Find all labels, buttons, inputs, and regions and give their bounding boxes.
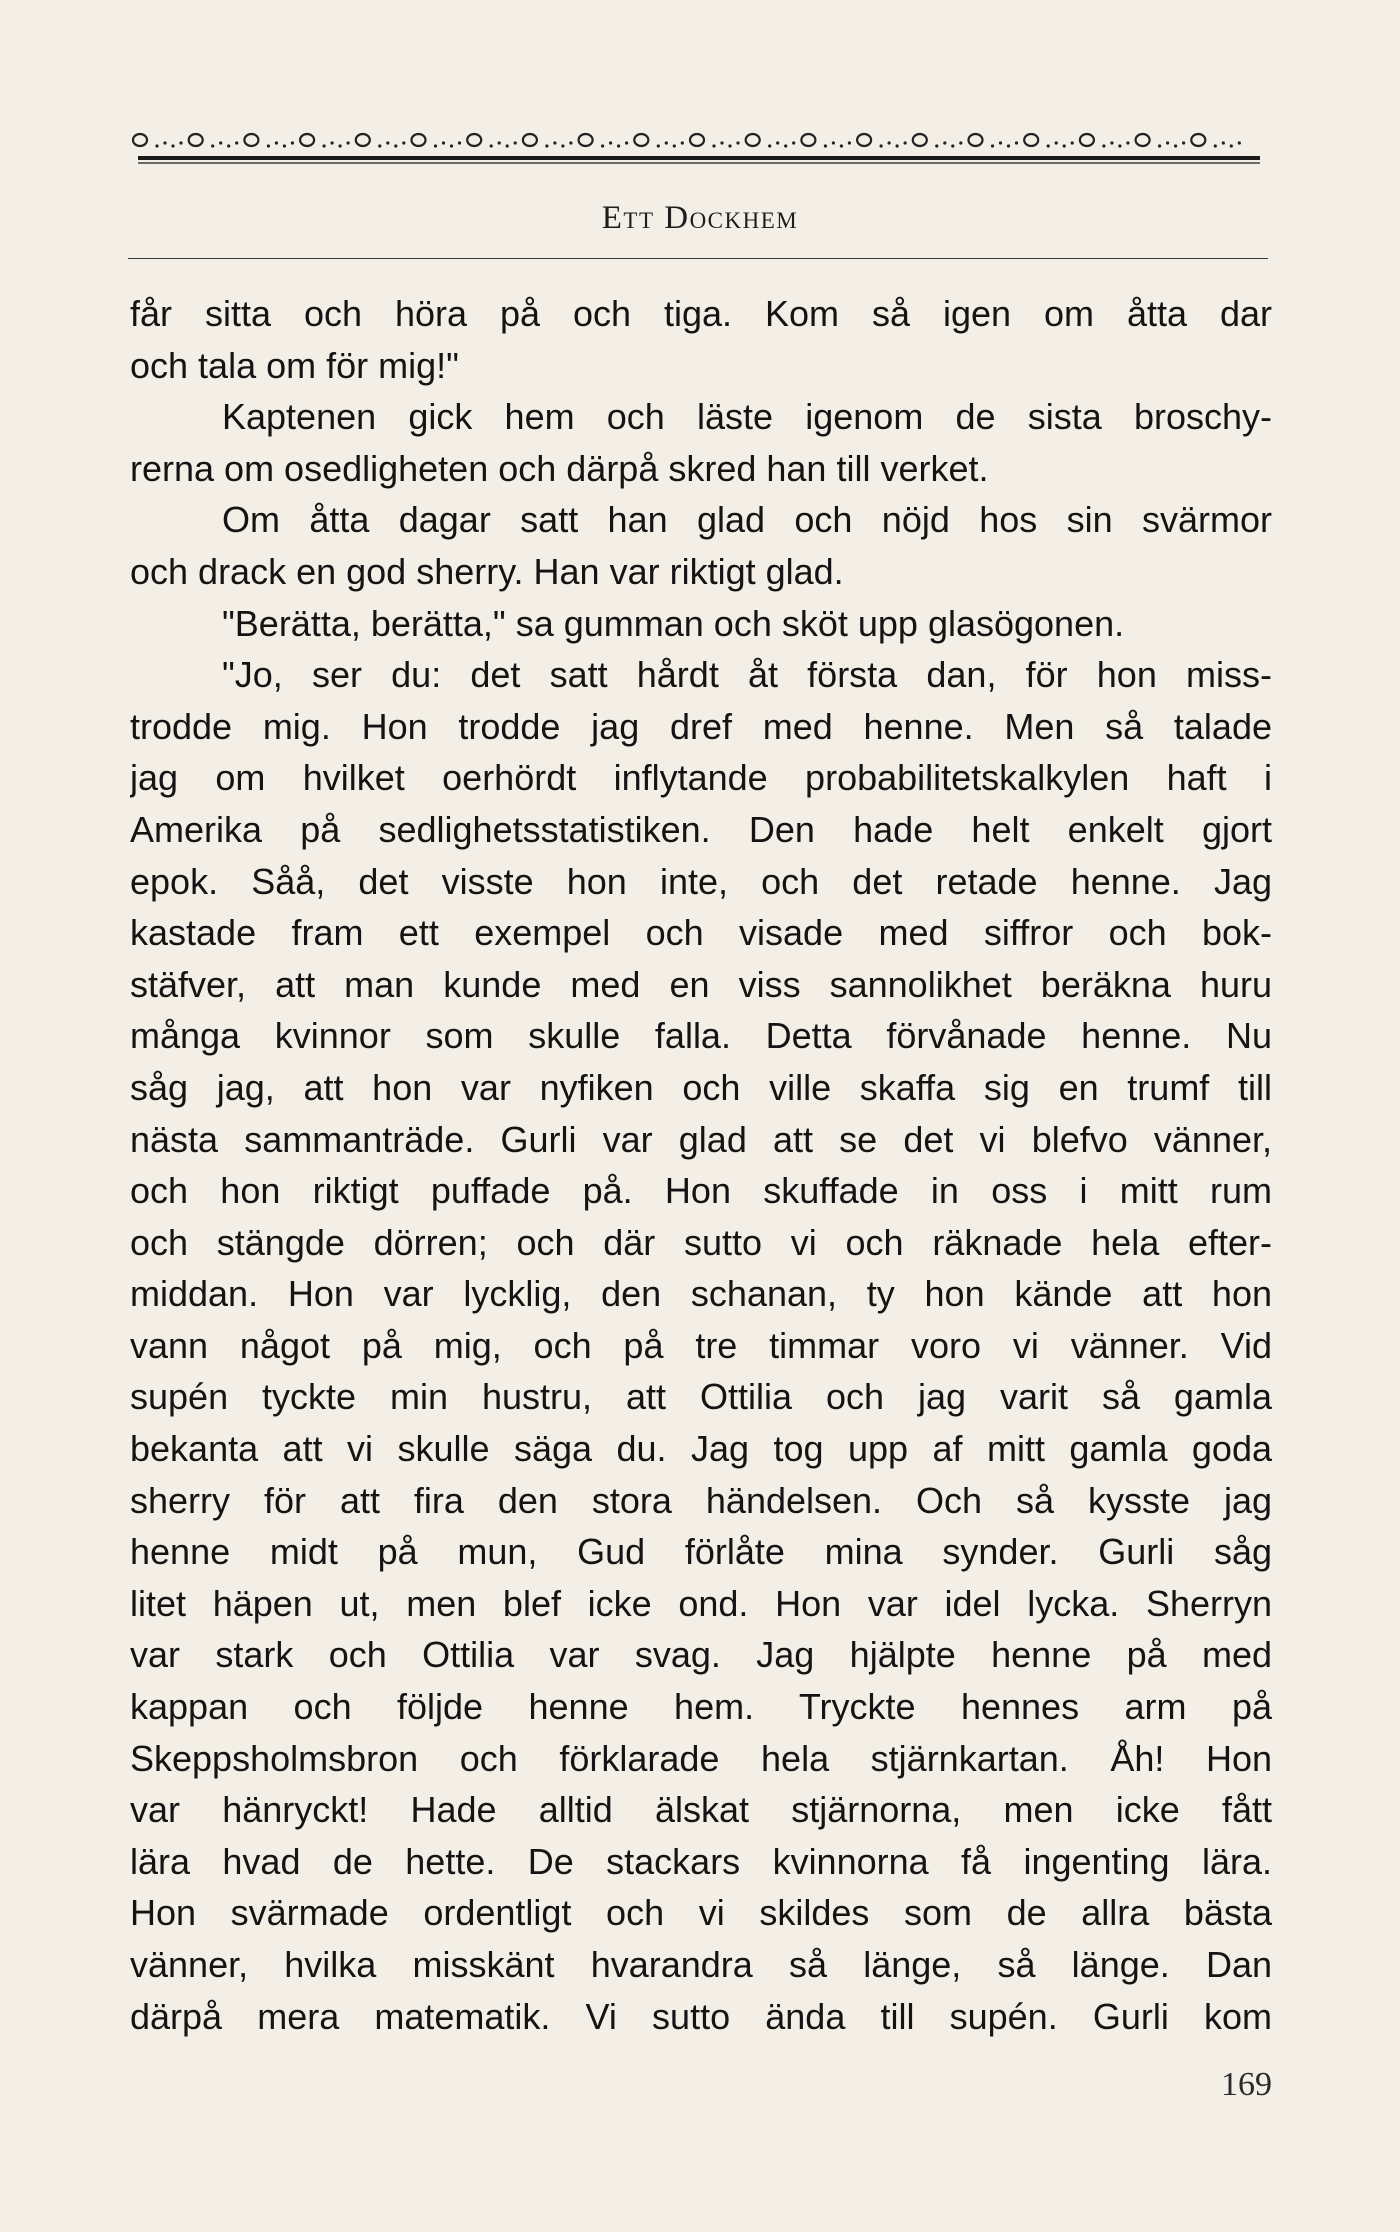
ornament-ring [857, 134, 871, 146]
text-line: lära hvad de hette. De stackars kvinnorna få ingenting lära. [130, 1840, 1272, 1882]
ornament-dot [840, 144, 843, 147]
ornament-dot [275, 141, 278, 144]
ornament-dot [728, 144, 731, 147]
ornament-ring [523, 134, 537, 146]
ornament-dot [553, 141, 556, 144]
ornament-dot [1063, 144, 1066, 147]
text-line: jag om hvilket oerhördt inflytande probabilitetskalkylen haft i [130, 757, 1272, 799]
ornament-dot [681, 141, 684, 144]
ornament-dot [736, 141, 739, 144]
text-line: Skeppsholmsbron och förklarade hela stjärnkartan. Åh! Hon [130, 1737, 1272, 1779]
ornament-dot [386, 141, 389, 144]
ornament-ring [412, 134, 426, 146]
ornament-dot [1102, 144, 1105, 147]
ornament-dot [498, 141, 501, 144]
ornament-dot [888, 141, 891, 144]
text-line: bekanta att vi skulle säga du. Jag tog upp af mitt gamla goda [130, 1428, 1272, 1470]
text-line: Amerika på sedlighetsstatistiken. Den hade helt enkelt gjort [130, 808, 1272, 850]
ornament-dot [545, 144, 548, 147]
decorative-header-ornament [128, 118, 1268, 168]
ornament-dot [1071, 141, 1074, 144]
ornament-dot [450, 144, 453, 147]
ornament-dot [506, 144, 509, 147]
ornament-dot [155, 144, 158, 147]
ornament-ring [1136, 134, 1150, 146]
ornament-dot [378, 144, 381, 147]
ornament-dot [999, 141, 1002, 144]
ornament-dot [235, 141, 238, 144]
text-line: var hänryckt! Hade alltid älskat stjärnorna, men icke fått [130, 1789, 1272, 1831]
text-line: nästa sammanträde. Gurli var glad att se det vi blefvo vänner, [130, 1118, 1272, 1160]
text-line: sherry för att fira den stora händelsen. Och så kysste jag [130, 1479, 1272, 1521]
ornament-ring [690, 134, 704, 146]
ornament-ring [300, 134, 314, 146]
text-line: kappan och följde henne hem. Tryckte hennes arm på [130, 1686, 1272, 1728]
ornament-dot [617, 144, 620, 147]
ornament-dot [490, 144, 493, 147]
ornament-dot [1126, 141, 1129, 144]
ornament-dot [896, 144, 899, 147]
text-line: många kvinnor som skulle falla. Detta förvånade henne. Nu [130, 1015, 1272, 1057]
ornament-ring [634, 134, 648, 146]
text-line: epok. Såå, det visste hon inte, och det retade henne. Jag [130, 860, 1272, 902]
ornament-dot [1055, 141, 1058, 144]
text-line: vann något på mig, och på tre timmar voro vi vänner. Vid [130, 1324, 1272, 1366]
ornament-dot [434, 144, 437, 147]
ornament-dot [601, 144, 604, 147]
ornament-dot [1238, 141, 1241, 144]
ornament-dot [904, 141, 907, 144]
ornament-dot [561, 144, 564, 147]
ornament-dot [179, 141, 182, 144]
ornament-dot [657, 144, 660, 147]
ornament-dot [458, 141, 461, 144]
ornament-dot [211, 144, 214, 147]
ornament-ring [969, 134, 983, 146]
ornament-ring [244, 134, 258, 146]
ornament-dot [959, 141, 962, 144]
ornament-ring [467, 134, 481, 146]
ornament-dot [824, 144, 827, 147]
ornament-dot [1015, 141, 1018, 144]
body-text [130, 288, 1272, 2042]
ornament-ring [189, 134, 203, 146]
ornament-dot [163, 141, 166, 144]
ornament-dot [1214, 144, 1217, 147]
ornament-ring [913, 134, 927, 146]
ornament-dot [331, 141, 334, 144]
text-line: Om åtta dagar satt han glad och nöjd hos sin svärmor [222, 499, 1272, 541]
ornament-dot [514, 141, 517, 144]
text-line: "Berätta, berätta," sa gumman och sköt upp glasögonen. [222, 602, 1125, 644]
ornament-dot [339, 144, 342, 147]
text-line: Kaptenen gick hem och läste igenom de sista broschy- [222, 396, 1272, 438]
text-line: supén tyckte min hustru, att Ottilia och jag varit så gamla [130, 1376, 1272, 1418]
ornament-dot [784, 144, 787, 147]
text-line: och tala om för mig!" [130, 344, 459, 386]
ornament-dot [720, 141, 723, 144]
ornament-dot [880, 144, 883, 147]
ornament-ring [133, 134, 147, 146]
ornament-dot [569, 141, 572, 144]
ornament-dot [1158, 144, 1161, 147]
ornament-dot [848, 141, 851, 144]
text-line: henne midt på mun, Gud förlåte mina synder. Gurli såg [130, 1531, 1272, 1573]
text-line: Hon svärmade ordentligt och vi skildes som de allra bästa [130, 1892, 1272, 1934]
text-line: såg jag, att hon var nyfiken och ville skaffa sig en trumf till [130, 1066, 1272, 1108]
ornament-dot [665, 141, 668, 144]
ornament-dot [171, 144, 174, 147]
text-line: middan. Hon var lycklig, den schanan, ty hon kände att hon [130, 1273, 1272, 1315]
ornament-dot [768, 144, 771, 147]
text-line: var stark och Ottilia var svag. Jag hjälpte henne på med [130, 1634, 1272, 1676]
header-rule [128, 258, 1268, 259]
page-number: 169 [1221, 2066, 1272, 2103]
text-line: stäfver, att man kunde med en viss sannolikhet beräkna huru [130, 963, 1272, 1005]
ornament-dot [227, 144, 230, 147]
text-line: "Jo, ser du: det satt hårdt åt första dan, för hon miss- [222, 654, 1272, 696]
ornament-dot [1174, 144, 1177, 147]
ornament-dot [1166, 141, 1169, 144]
ornament-dot [1007, 144, 1010, 147]
ornament-dot [219, 141, 222, 144]
ornament-dot [943, 141, 946, 144]
text-line: och drack en god sherry. Han var riktigt glad. [130, 550, 844, 592]
ornament-dot [951, 144, 954, 147]
text-line: kastade fram ett exempel och visade med siffror och bok- [130, 912, 1272, 954]
ornament-ring [801, 134, 815, 146]
ornament-dot [1230, 144, 1233, 147]
ornament-dot [935, 144, 938, 147]
ornament-dot [991, 144, 994, 147]
ornament-dot [1182, 141, 1185, 144]
ornament-dot [394, 144, 397, 147]
ornament-dot [291, 141, 294, 144]
ornament-dot [712, 144, 715, 147]
ornament-dot [1222, 141, 1225, 144]
text-line: trodde mig. Hon trodde jag dref med henne. Men så talade [130, 705, 1272, 747]
ornament-ring [356, 134, 370, 146]
text-line: får sitta och höra på och tiga. Kom så igen om åtta dar [130, 293, 1272, 334]
ornament-ring [579, 134, 593, 146]
ornament-dot [792, 141, 795, 144]
text-line: och stängde dörren; och där sutto vi och räknade hela efter- [130, 1221, 1272, 1263]
ornament-dot [283, 144, 286, 147]
text-line: därpå mera matematik. Vi sutto ända till supén. Gurli kom [130, 1995, 1272, 2037]
text-line: vänner, hvilka misskänt hvarandra så länge, så länge. Dan [130, 1944, 1272, 1985]
ornament-dot [323, 144, 326, 147]
ornament-dot [402, 141, 405, 144]
ornament-ring [1024, 134, 1038, 146]
text-line: och hon riktigt puffade på. Hon skuffade in oss i mitt rum [130, 1170, 1272, 1212]
ornament-ring [1080, 134, 1094, 146]
ornament-dot [673, 144, 676, 147]
ornament-ring [1191, 134, 1205, 146]
ornament-dot [267, 144, 270, 147]
ornament-dot [1110, 141, 1113, 144]
ornament-dot [776, 141, 779, 144]
ornament-ring [746, 134, 760, 146]
ornament-dot [442, 141, 445, 144]
ornament-dot [347, 141, 350, 144]
ornament-dot [1047, 144, 1050, 147]
ornament-dot [832, 141, 835, 144]
ornament-dot [1118, 144, 1121, 147]
text-line: rerna om osedligheten och därpå skred han till verket. [130, 447, 989, 489]
ornament-dot [609, 141, 612, 144]
ornament-dot [625, 141, 628, 144]
running-title: Ett Dockhem [601, 200, 799, 236]
text-line: litet häpen ut, men blef icke ond. Hon var idel lycka. Sherryn [130, 1582, 1272, 1624]
